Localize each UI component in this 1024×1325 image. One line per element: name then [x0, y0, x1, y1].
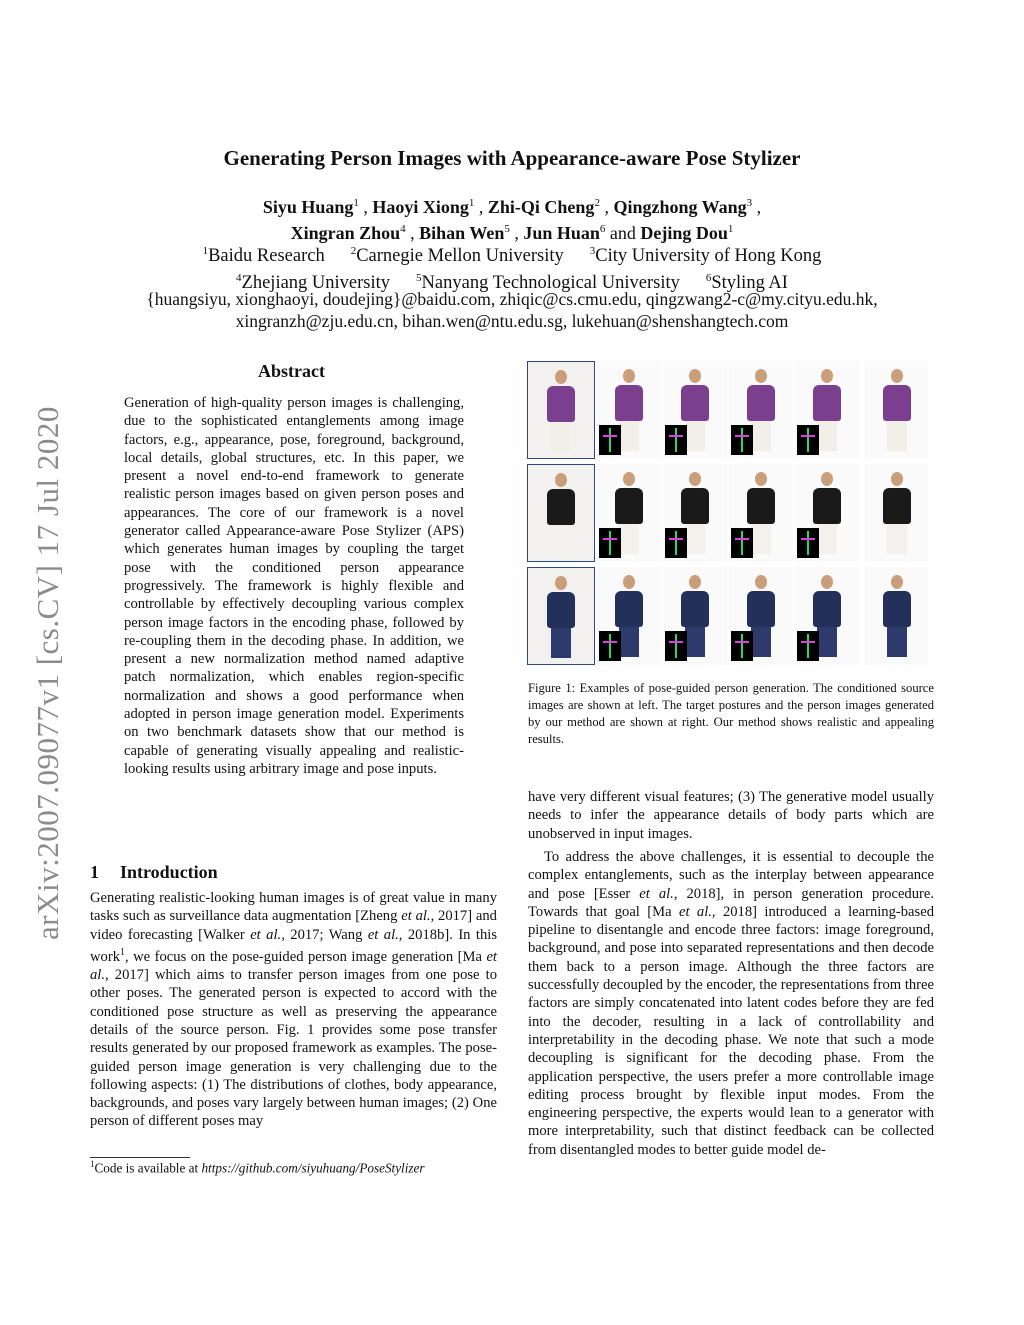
author-separator: , — [509, 223, 524, 243]
person-legs — [619, 627, 639, 657]
author-separator: , — [752, 197, 762, 217]
intro-paragraph-2: have very different visual features; (3) The generative model usually needs to infer the appearance details of body parts which are unobserved in input images. — [528, 789, 934, 842]
person-head — [755, 369, 767, 383]
person-torso — [681, 591, 709, 627]
person-legs — [751, 524, 771, 554]
generated-image — [663, 567, 727, 665]
person-legs — [887, 627, 907, 657]
figure-row — [527, 464, 935, 562]
author-name: Jun Huan — [523, 223, 600, 243]
person-torso — [883, 385, 911, 421]
paragraph-text: , 2017] which aims to transfer person images from one pose to other poses. The generated person is expected to accord with the conditioned pose structure as well as preserving the appearance details of the source person. Fig. 1 provides some pose transfer results generated by our proposed framework as examples. The pose-guided person image generation is very challenging due to the following aspects: (1) The distributions of clothes, body appearance, backgrounds, and poses vary largely between human images; (2) One person of different poses may — [90, 967, 497, 1130]
figure-row — [527, 361, 935, 459]
affiliation-marker: 5 — [416, 272, 422, 285]
author-affiliation-marker: 1 — [468, 197, 475, 209]
footnote-text: Code is available at — [94, 1160, 202, 1176]
author-separator: and — [605, 223, 641, 243]
person-head — [821, 369, 833, 383]
footnote — [90, 1159, 497, 1176]
author-separator: , — [474, 197, 488, 217]
generated-image — [729, 464, 793, 562]
person-torso — [883, 488, 911, 524]
author-affiliation-marker: 4 — [400, 223, 406, 235]
citation-et-al: et al. — [639, 885, 674, 902]
pose-skeleton — [731, 425, 753, 455]
generated-image — [795, 464, 859, 562]
pose-skeleton — [665, 528, 687, 558]
person-head — [891, 472, 903, 486]
person-legs — [887, 421, 907, 451]
paper-title: Generating Person Images with Appearance-aware Pose Stylizer — [223, 146, 801, 170]
author-affiliation-marker: 3 — [746, 197, 753, 209]
person-torso — [547, 592, 575, 628]
author-separator: , — [405, 223, 420, 243]
person-legs — [551, 525, 571, 555]
pose-skeleton — [599, 528, 621, 558]
person-legs — [817, 627, 837, 657]
generated-image — [597, 567, 661, 665]
person-torso — [681, 385, 709, 421]
person-legs — [685, 627, 705, 657]
email-line-2: xingranzh@zju.edu.cn, bihan.wen@ntu.edu.sg, lukehuan@shenshangtech.com — [235, 311, 789, 331]
generated-image — [597, 464, 661, 562]
citation-et-al: et al. — [367, 926, 399, 943]
person-legs — [751, 627, 771, 657]
generated-image — [865, 567, 929, 665]
author-name: Haoyi Xiong — [372, 197, 469, 217]
paragraph-text: To address the above challenges, it is essential to decouple the complex entanglements, such as the interplay between appearance and pose [Esser — [528, 849, 934, 902]
person-head — [555, 370, 567, 384]
person-legs — [887, 524, 907, 554]
author-name: Qingzhong Wang — [613, 197, 747, 217]
pose-skeleton — [599, 631, 621, 661]
citation-et-al: et al. — [678, 903, 712, 920]
footnote-rule — [90, 1157, 190, 1158]
generated-image — [865, 464, 929, 562]
intro-paragraph-1 — [90, 889, 497, 1131]
person-torso — [813, 591, 841, 627]
paragraph-text: , we focus on the pose-guided person image generation [Ma — [125, 948, 487, 965]
generated-image — [865, 361, 929, 459]
person-head — [555, 576, 567, 590]
figure-1-image-grid — [527, 361, 935, 665]
author-emails — [0, 288, 1024, 332]
affiliations — [0, 240, 1024, 294]
person-legs — [619, 421, 639, 451]
affiliation-name: Styling AI — [711, 273, 788, 294]
person-head — [821, 472, 833, 486]
author-affiliation-marker: 1 — [727, 223, 734, 235]
abstract-text: Generation of high-quality person images is challenging, due to the sophisticated entanglements among image factors, e.g., appearance, pose, foreground, background, local details, global structures, etc. In this paper, we present a novel end-to-end framework to generate realistic person images based on given person poses and appearances. The core of our framework is a novel generator called Appearance-aware Pose Stylizer (APS) which generates human images by coupling the target pose with the conditioned person appearance progressively. The framework is highly flexible and controllable by effectively decoupling various complex person image factors in the encoding phase, followed by re-coupling them in the decoding phase. In addition, we present a new normalization method named adaptive patch normalization, which enables region-specific normalization and shows a good performance when adopted in person image generation model. Experiments on two benchmark datasets show that our method is capable of generating visually appealing and realistic-looking results using arbitrary image and pose inputs. — [124, 395, 464, 777]
abstract-heading: Abstract — [258, 361, 325, 381]
paragraph-text: , 2017; Wang — [281, 926, 368, 943]
person-torso — [883, 591, 911, 627]
affiliation-marker: 3 — [589, 245, 596, 257]
citation-et-al: et al. — [250, 926, 282, 943]
section-heading-introduction — [90, 862, 218, 883]
person-torso — [681, 488, 709, 524]
affiliation-name: Carnegie Mellon University — [356, 246, 564, 267]
pose-skeleton — [797, 528, 819, 558]
person-head — [623, 472, 635, 486]
person-legs — [551, 628, 571, 658]
person-torso — [547, 386, 575, 422]
intro-paragraph-3 — [528, 848, 934, 1159]
generated-image — [729, 567, 793, 665]
affiliation-name: Zhejiang University — [241, 273, 391, 294]
person-legs — [751, 421, 771, 451]
person-head — [689, 369, 701, 383]
citation-et-al: et al. — [90, 948, 497, 984]
person-torso — [615, 488, 643, 524]
person-head — [891, 369, 903, 383]
author-affiliation-marker: 6 — [599, 223, 606, 235]
person-legs — [551, 422, 571, 452]
author-name: Dejing Dou — [640, 223, 728, 243]
author-affiliation-marker: 2 — [594, 197, 600, 209]
person-head — [623, 369, 635, 383]
person-head — [623, 575, 635, 589]
person-torso — [747, 591, 775, 627]
author-name: Xingran Zhou — [290, 223, 401, 243]
person-head — [755, 472, 767, 486]
person-torso — [615, 385, 643, 421]
person-legs — [619, 524, 639, 554]
footnote-link[interactable]: https://github.com/siyuhuang/PoseStylizer — [201, 1160, 425, 1176]
author-name: Siyu Huang — [262, 197, 354, 217]
author-list — [0, 192, 1024, 244]
section-title: Introduction — [120, 862, 218, 882]
author-name: Bihan Wen — [419, 223, 505, 243]
generated-image — [597, 361, 661, 459]
source-image — [527, 464, 595, 562]
paragraph-text: , 2018b]. In this work — [90, 926, 497, 965]
pose-skeleton — [665, 631, 687, 661]
affiliation-name: Nanyang Technological University — [421, 273, 680, 294]
paragraph-text: Generating realistic-looking human images is of great value in many tasks such as surveillance data augmentation [Zheng — [90, 890, 497, 925]
author-affiliation-marker: 5 — [504, 223, 510, 235]
person-torso — [547, 489, 575, 525]
footnote-ref: 1 — [120, 946, 125, 958]
person-head — [821, 575, 833, 589]
pose-skeleton — [797, 425, 819, 455]
affiliation-marker: 4 — [236, 272, 242, 285]
affiliation-marker: 2 — [350, 245, 357, 257]
person-torso — [813, 385, 841, 421]
affiliation-name: Baidu Research — [208, 246, 325, 267]
figure-caption: Figure 1: Examples of pose-guided person generation. The conditioned source images are shown at left. The target postures and the person images generated by our method are shown at right. Our method shows realistic and appealing results. — [528, 681, 934, 746]
person-legs — [817, 421, 837, 451]
person-torso — [813, 488, 841, 524]
person-torso — [615, 591, 643, 627]
footnote-marker: 1 — [90, 1159, 95, 1169]
paragraph-text: , 2018], in person generation procedure. Towards that goal [Ma — [528, 885, 934, 920]
generated-image — [663, 361, 727, 459]
source-image — [527, 361, 595, 459]
pose-skeleton — [731, 528, 753, 558]
arxiv-stamp: arXiv:2007.09077v1 [cs.CV] 17 Jul 2020 — [30, 406, 65, 940]
pose-skeleton — [599, 425, 621, 455]
citation-et-al: et al. — [401, 908, 431, 925]
person-legs — [685, 524, 705, 554]
pose-skeleton — [665, 425, 687, 455]
paragraph-text: , 2017] and video forecasting [Walker — [90, 908, 497, 943]
person-legs — [685, 421, 705, 451]
affiliation-marker: 1 — [202, 245, 209, 257]
author-separator: , — [358, 197, 373, 217]
person-head — [891, 575, 903, 589]
generated-image — [795, 567, 859, 665]
person-torso — [747, 385, 775, 421]
source-image — [527, 567, 595, 665]
generated-image — [729, 361, 793, 459]
person-torso — [747, 488, 775, 524]
person-legs — [817, 524, 837, 554]
person-head — [755, 575, 767, 589]
email-line-1: {huangsiyu, xionghaoyi, doudejing}@baidu.com, zhiqic@cs.cmu.edu, qingzwang2-c@my.cityu.edu.hk, — [146, 289, 878, 309]
pose-skeleton — [797, 631, 819, 661]
author-separator: , — [599, 197, 614, 217]
generated-image — [795, 361, 859, 459]
author-name: Zhi-Qi Cheng — [487, 197, 595, 217]
author-affiliation-marker: 1 — [353, 197, 359, 209]
paragraph-text: , 2018] introduced a learning-based pipeline to disentangle and encode three factors: image foreground, background, and pose into separated representations and then decode them back to a person image. Although the three factors are successfully decoupled by the encoder, the representations from three factors are simply concatenated into latent codes before they are fed into the decoder, resulting in a lack of controllability and interpretability in the decoding phase. We note that such a mode decoupling is significant for the decoding phase. From the application perspective, the users prefer a more controllable image editing process brought by flexible input modes. From the engineering perspective, the experts would lean to a generator with more interpretability, such that distinct feedback can be collected from disentangled modes to better guide model de- — [528, 903, 934, 1158]
affiliation-marker: 6 — [705, 272, 712, 285]
figure-row — [527, 567, 935, 665]
person-head — [555, 473, 567, 487]
generated-image — [663, 464, 727, 562]
affiliation-name: City University of Hong Kong — [595, 246, 822, 267]
section-number: 1 — [90, 862, 99, 882]
pose-skeleton — [731, 631, 753, 661]
person-head — [689, 575, 701, 589]
person-head — [689, 472, 701, 486]
